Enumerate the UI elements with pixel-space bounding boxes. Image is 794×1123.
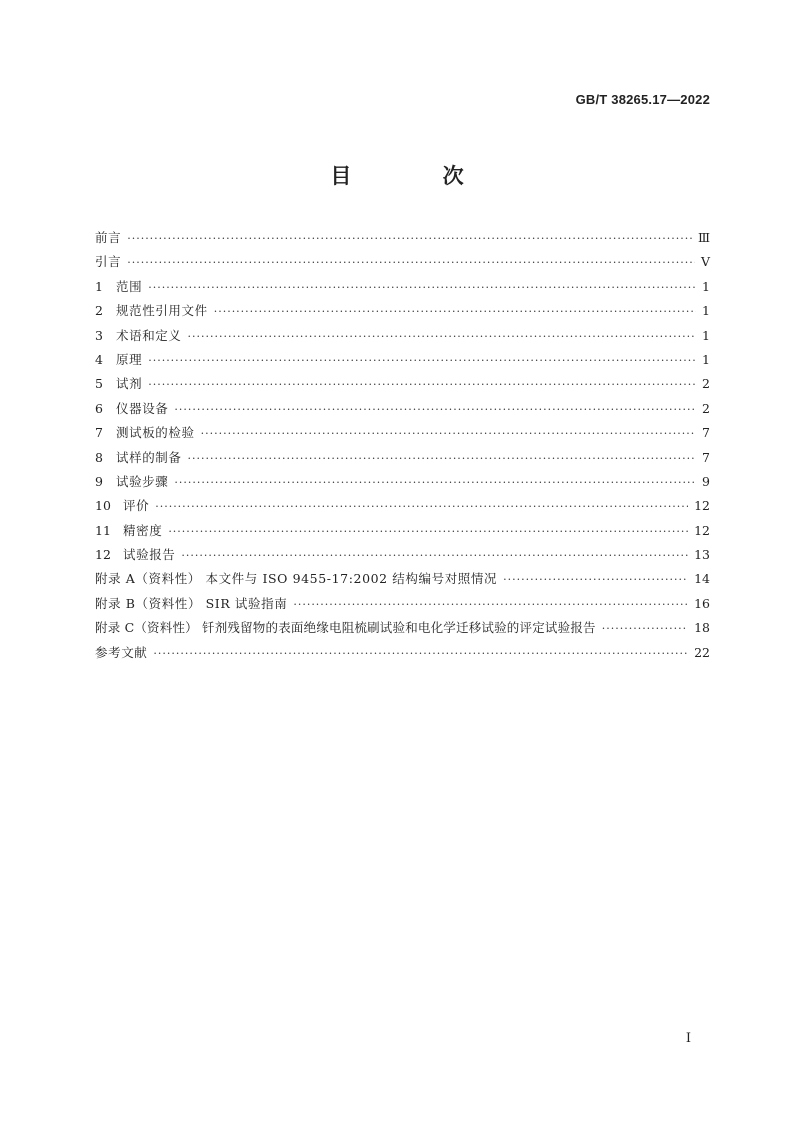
toc-entry-11[interactable] [95,519,710,543]
toc-entry-label: 精密度 [123,522,163,538]
toc-entry-number: 11 [95,522,111,538]
toc-entry-number: 10 [95,498,111,514]
toc-entry-label: 前言 [95,230,122,245]
toc-entry-label: 试剂 [116,376,143,392]
toc-entry-page: 16 [694,595,710,611]
toc-entry-label: 附录 B（资料性） SIR 试验指南 [95,595,288,611]
page-number: I [685,1031,691,1046]
toc-entry-page: 7 [702,425,710,441]
toc-entry-label: 原理 [116,351,143,367]
toc-leader-dots [148,276,696,300]
toc-entry-page: 14 [694,571,710,587]
toc-entry-number: 2 [95,303,103,319]
toc-leader-dots [153,642,688,666]
toc-entry-label: 测试板的检验 [116,425,195,441]
toc-leader-dots [181,544,688,568]
toc-entry-label: 评价 [123,498,150,514]
toc-entry-7[interactable] [95,421,710,445]
toc-entry-number: 1 [95,278,103,294]
toc-entry-page: 1 [702,303,710,319]
toc-entry-6[interactable] [95,397,710,421]
toc-leader-dots [174,471,696,495]
toc-entry-label: 试验步骤 [116,473,169,489]
toc-entry-label: 试验报告 [123,547,176,563]
toc-entry-page: 1 [702,278,710,294]
toc-leader-dots [148,373,696,397]
toc-entry-annex-a[interactable] [95,567,710,591]
toc-entry-number: 4 [95,351,103,367]
toc-entry-10[interactable] [95,494,710,518]
toc-entry-3[interactable] [95,324,710,348]
toc-leader-dots [155,495,688,519]
toc-entry-label: 附录 A（资料性） 本文件与 ISO 9455-17:2002 结构编号对照情况 [95,571,498,587]
toc-leader-dots [174,398,696,422]
toc-entry-label: 参考文献 [95,644,148,660]
toc-leader-dots [127,227,692,251]
toc-leader-dots [201,422,696,446]
toc-entry-foreword[interactable] [95,226,710,250]
toc-entry-page: 2 [702,376,710,392]
toc-entry-bibliography[interactable] [95,641,710,665]
toc-entry-annex-b[interactable] [95,592,710,616]
toc-entry-number: 6 [95,400,103,416]
toc-entry-page: 7 [702,449,710,465]
toc-leader-dots [503,568,688,592]
toc-entry-8[interactable] [95,446,710,470]
toc-entry-12[interactable] [95,543,710,567]
toc-entry-number: 3 [95,327,103,343]
table-of-contents [95,226,710,665]
toc-entry-page: 2 [702,400,710,416]
toc-entry-label: 范围 [116,278,143,294]
toc-entry-page: 12 [694,498,710,514]
toc-leader-dots [188,325,696,349]
toc-entry-page: 1 [702,327,710,343]
toc-entry-page: 18 [694,620,710,636]
toc-entry-page: 13 [694,547,710,563]
toc-leader-dots [148,349,696,373]
toc-leader-dots [293,593,688,617]
toc-entry-page: Ⅴ [700,254,710,270]
toc-entry-label: 附录 C（资料性） 钎剂残留物的表面绝缘电阻梳刷试验和电化学迁移试验的评定试验报告 [95,620,596,636]
toc-entry-page: 9 [702,473,710,489]
toc-entry-1[interactable] [95,275,710,299]
toc-entry-page: 12 [694,522,710,538]
toc-leader-dots [214,300,696,324]
toc-entry-label: 引言 [95,254,122,270]
toc-entry-page: 22 [694,644,710,660]
toc-entry-2[interactable] [95,299,710,323]
standard-number: GB/T 38265.17—2022 [575,92,710,107]
toc-entry-label: 仪器设备 [116,400,169,416]
toc-entry-label: 规范性引用文件 [116,303,208,319]
toc-entry-5[interactable] [95,372,710,396]
toc-entry-page: 1 [702,351,710,367]
toc-leader-dots [127,251,695,275]
toc-entry-label: 术语和定义 [116,327,182,343]
toc-entry-4[interactable] [95,348,710,372]
toc-leader-dots [168,520,688,544]
toc-entry-label: 试样的制备 [116,449,182,465]
toc-leader-dots [602,617,688,641]
toc-entry-number: 8 [95,449,103,465]
toc-entry-number: 7 [95,425,103,441]
toc-leader-dots [188,447,696,471]
toc-entry-9[interactable] [95,470,710,494]
toc-entry-number: 9 [95,473,103,489]
toc-entry-number: 12 [95,547,111,563]
toc-entry-number: 5 [95,376,103,392]
toc-entry-introduction[interactable] [95,250,710,274]
toc-entry-annex-c[interactable] [95,616,710,640]
toc-entry-page: Ⅲ [697,230,710,245]
toc-title: 目 次 [330,164,506,188]
